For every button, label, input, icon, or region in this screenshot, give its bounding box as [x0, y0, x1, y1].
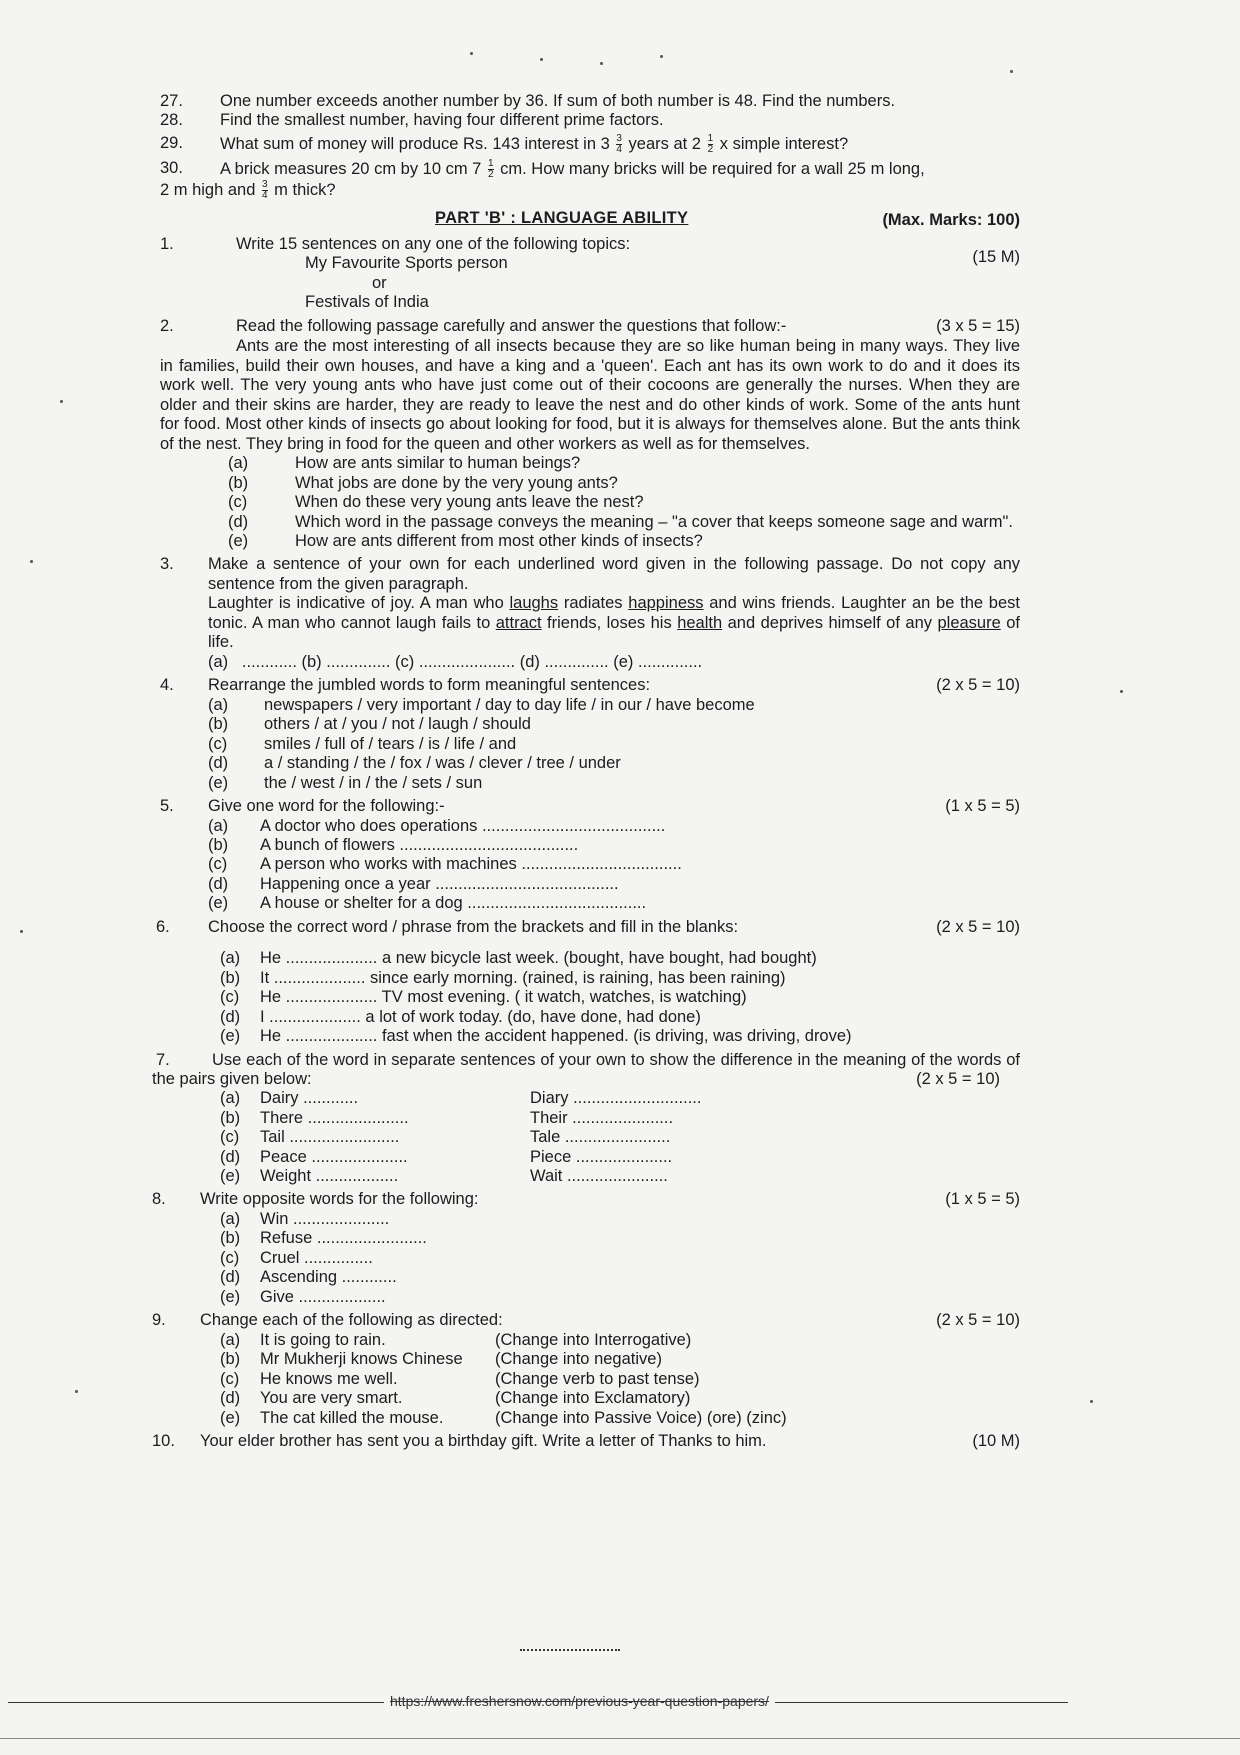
word-1: Peace ..................... [260, 1147, 408, 1166]
sub-label: (e) [228, 531, 249, 550]
fraction-denominator: 2 [707, 143, 714, 155]
topics [160, 248, 1020, 312]
question-instruction: Rearrange the jumbled words to form meaningful sentences: [208, 676, 651, 695]
question-3 [160, 555, 1020, 672]
word-2: Tale ....................... [530, 1128, 671, 1147]
sub-question [160, 474, 1020, 493]
question-text: One number exceeds another number by 36. If sum of both number is 48. Find the numbers. [220, 92, 896, 110]
sub-label: (c) [228, 493, 248, 512]
scan-speck [1120, 690, 1123, 693]
question-number: 29. [160, 133, 183, 152]
sub-question [160, 493, 1020, 512]
sub-text: A doctor who does operations ........................................ [260, 816, 666, 835]
sub-text: He .................... fast when the accident happened. (is driving, was driving, drove) [260, 1027, 852, 1046]
fraction [708, 134, 714, 155]
question-marks: (10 M) [972, 1432, 1020, 1451]
page-bottom-rule [0, 1738, 1240, 1739]
direction: (Change verb to past tense) [495, 1369, 700, 1388]
question-instruction: Choose the correct word / phrase from the brackets and fill in the blanks: [208, 917, 739, 936]
sentence: It is going to rain. [260, 1330, 386, 1349]
sub-label: (a) [208, 695, 229, 714]
scan-speck [20, 930, 23, 933]
word-1: Tail ........................ [260, 1128, 400, 1147]
transform-item [160, 1409, 1020, 1428]
question-number: 6. [156, 917, 170, 936]
question-text [200, 1311, 1020, 1330]
sub-label: (e) [220, 1287, 241, 1306]
sub-label: (c) [208, 855, 228, 874]
word-1: Weight .................. [260, 1166, 399, 1185]
sub-question [160, 988, 1020, 1007]
sub-question [160, 754, 1020, 773]
question-marks: (15 M) [972, 248, 1020, 267]
question-text: Make a sentence of your own for each underlined word given in the following passage. Do not copy any sentence from the given paragraph. [208, 555, 1020, 593]
sub-text: Win ..................... [260, 1209, 390, 1228]
question-marks: (2 x 5 = 10) [936, 1311, 1020, 1330]
sub-text: A bunch of flowers ....................................... [260, 836, 579, 854]
sub-label: (c) [220, 1128, 240, 1147]
question-text [220, 134, 1020, 155]
fraction-numerator: 1 [707, 132, 714, 144]
question-6 [156, 917, 1020, 1047]
sub-text: Ascending ............ [260, 1268, 397, 1287]
underlined-word: pleasure [937, 613, 1001, 632]
question-text [200, 1190, 1020, 1209]
question-27 [160, 92, 1020, 111]
sub-label: (b) [208, 836, 229, 854]
question-marks: (1 x 5 = 5) [945, 1190, 1020, 1209]
underlined-word: happiness [628, 594, 704, 613]
scan-speck [60, 400, 63, 403]
scan-speck [1010, 70, 1013, 73]
sub-text: the / west / in / the / sets / sun [264, 773, 483, 792]
part-b-heading [160, 209, 1020, 231]
sub-question [160, 836, 1020, 855]
sub-label: (e) [208, 773, 229, 792]
sub-label: (d) [220, 1268, 241, 1287]
direction: (Change into Passive Voice) (ore) (zinc) [495, 1408, 787, 1427]
transform-item [160, 1331, 1020, 1350]
sub-label: (a) [220, 1089, 241, 1108]
question-text [236, 235, 1020, 254]
question-instruction: Change each of the following as directed: [200, 1311, 503, 1330]
sub-text: A person who works with machines ................................... [260, 855, 682, 874]
scan-speck [75, 1390, 78, 1393]
text-fragment: friends, loses his [541, 613, 678, 632]
question-text-continued [160, 180, 1020, 201]
word-2: Diary ............................ [530, 1089, 702, 1108]
sub-label: (e) [220, 1166, 241, 1185]
question-instruction: Read the following passage carefully and answer the questions that follow:- [236, 316, 787, 335]
question-28 [160, 111, 1020, 130]
question-5 [160, 797, 1020, 914]
question-4 [160, 676, 1020, 793]
sub-question [160, 735, 1020, 754]
sentence: The cat killed the mouse. [260, 1408, 444, 1427]
text-fragment: Laughter is indicative of joy. A man who [208, 594, 510, 613]
word-1: There ...................... [260, 1108, 409, 1127]
sub-question [160, 715, 1020, 734]
sub-text: How are ants similar to human beings? [295, 454, 581, 473]
sub-label: (d) [220, 1007, 241, 1026]
scan-speck [600, 62, 603, 65]
direction: (Change into Exclamatory) [495, 1389, 691, 1408]
sub-text: It .................... since early morning. (rained, is raining, has been raining) [260, 968, 786, 987]
question-number: 3. [160, 555, 174, 574]
topic-1 [305, 248, 1020, 273]
scan-speck [660, 55, 663, 58]
question-number: 8. [152, 1190, 166, 1209]
word-pair [160, 1167, 1020, 1186]
question-29 [160, 134, 1020, 155]
scan-speck [1090, 1400, 1093, 1403]
sub-label: (c) [208, 734, 228, 753]
question-number: 28. [160, 111, 183, 130]
sub-text: a / standing / the / fox / was / clever / tree / under [264, 754, 621, 773]
transform-item [160, 1350, 1020, 1369]
sub-label: (d) [208, 874, 229, 893]
sub-text: He .................... TV most evening. ( it watch, watches, is watching) [260, 988, 747, 1007]
fraction [616, 134, 622, 155]
question-number: 2. [160, 316, 174, 335]
underlined-word: laughs [509, 594, 559, 613]
question-instruction: Write opposite words for the following: [200, 1190, 479, 1209]
fraction [488, 159, 494, 180]
question-number: 9. [152, 1311, 166, 1330]
question-text [208, 918, 1020, 937]
sub-label: (e) [208, 894, 229, 913]
sub-label: (d) [228, 512, 249, 531]
sub-text: newspapers / very important / day to day life / in our / have become [264, 695, 755, 714]
sub-label: (a) [220, 949, 241, 968]
sub-label: (a) [228, 454, 249, 473]
question-text [236, 317, 1020, 336]
text-fragment: What sum of money will produce Rs. 143 interest in 3 [220, 134, 610, 153]
sub-label: (c) [220, 1248, 240, 1267]
sub-text: How are ants different from most other kinds of insects? [295, 531, 703, 550]
text-fragment: of life. [208, 613, 1021, 652]
question-7 [152, 1050, 1020, 1187]
answer-blanks: (a) ............ (b) .............. (c) ..................... (d) .............. (e) .............. [208, 652, 703, 671]
scan-speck [30, 560, 33, 563]
sub-label: (a) [220, 1330, 241, 1349]
sub-label: (c) [220, 988, 240, 1007]
sub-question [160, 1268, 1020, 1287]
scan-speck [470, 52, 473, 55]
fraction-denominator: 2 [487, 168, 494, 180]
sub-question [160, 1249, 1020, 1268]
question-marks: (2 x 5 = 10) [936, 917, 1020, 936]
question-text: Use each of the word in separate sentences of your own to show the difference in the meaning of the words of the pairs given below: [152, 1050, 1020, 1089]
topic-text: My Favourite Sports person [305, 254, 508, 273]
text-fragment: m thick? [274, 180, 336, 199]
sub-label: (a) [208, 816, 229, 835]
part-title: PART 'B' : LANGUAGE ABILITY [435, 208, 689, 227]
sub-label: (b) [228, 473, 249, 492]
question-30 [160, 159, 1020, 201]
sub-question [160, 532, 1020, 551]
sub-question [160, 894, 1020, 913]
sub-question [160, 1210, 1020, 1229]
sub-text: smiles / full of / tears / is / life / and [264, 734, 517, 753]
word-pair [160, 1148, 1020, 1167]
max-marks: (Max. Marks: 100) [882, 210, 1020, 229]
text-fragment: cm. How many bricks will be required for a wall 25 m long, [500, 159, 925, 178]
word-2: Piece ..................... [530, 1147, 673, 1166]
text-fragment: A brick measures 20 cm by 10 cm 7 [220, 159, 482, 178]
question-number: 7. [156, 1050, 170, 1069]
footer-source-url[interactable]: https://www.freshersnow.com/previous-year-question-papers/ [384, 1693, 775, 1710]
question-marks: (3 x 5 = 15) [936, 316, 1020, 335]
question-text [220, 159, 1020, 180]
scan-speck [540, 58, 543, 61]
question-instruction: Write 15 sentences on any one of the following topics: [236, 234, 631, 253]
sub-question [160, 774, 1020, 793]
underline-passage [208, 594, 1020, 652]
fraction-numerator: 3 [616, 132, 622, 144]
sub-text: When do these very young ants leave the nest? [295, 493, 644, 512]
direction: (Change into negative) [495, 1350, 662, 1369]
sub-label: (d) [220, 1147, 241, 1166]
text-fragment: and deprives himself of any [722, 613, 938, 632]
text-fragment: radiates [558, 594, 629, 613]
fraction-denominator: 4 [616, 143, 622, 155]
fraction-denominator: 4 [262, 189, 268, 201]
sub-question [160, 855, 1020, 874]
text-fragment: x simple interest? [719, 134, 849, 153]
transform-item [160, 1389, 1020, 1408]
sentence: Mr Mukherji knows Chinese [260, 1350, 463, 1369]
fraction-numerator: 1 [487, 157, 494, 169]
sub-label: (a) [220, 1209, 241, 1228]
sub-question [160, 454, 1020, 473]
sub-question [160, 817, 1020, 836]
question-marks: (2 x 5 = 10) [916, 1069, 1000, 1088]
sentence: He knows me well. [260, 1369, 398, 1388]
question-number: 30. [160, 158, 183, 177]
topic-2: Festivals of India [305, 293, 429, 312]
word-2: Wait ...................... [530, 1166, 668, 1185]
sub-question [160, 696, 1020, 715]
sub-question [160, 1008, 1020, 1027]
sub-text: He .................... a new bicycle last week. (bought, have bought, had bought) [260, 949, 817, 968]
sub-question [160, 1027, 1020, 1046]
question-text [208, 797, 1020, 816]
transform-item [160, 1370, 1020, 1389]
sentence: You are very smart. [260, 1389, 403, 1408]
question-text [200, 1432, 1020, 1451]
sub-label: (d) [220, 1389, 241, 1408]
question-2 [160, 317, 1020, 552]
reading-passage: Ants are the most interesting of all insects because they are so like human being in many ways. They live in families, build their own houses, and have a king and a 'queen'. Each ant has its own work to do and it does its work well. The very young ants who have just come out of their cocoons are generally the nurses. When they are older and their skins are harder, they are ready to leave the nest and do other kinds of work. Some of the ants hunt for food. Most other kinds of insects go about looking for food, but it is always for themselves alone. But the ants think of the nest. They bring in food for the queen and other workers as well as for themselves. [160, 337, 1020, 453]
sub-label: (b) [220, 1229, 241, 1248]
question-number: 27. [160, 92, 183, 110]
question-number: 5. [160, 797, 174, 816]
topic-or: or [372, 273, 387, 292]
text-fragment: and wins friends. Laughter an be the best tonic. A man who cannot laugh fails to [208, 594, 1020, 632]
word-1: Dairy ............ [260, 1089, 359, 1108]
underlined-word: attract [495, 613, 542, 632]
sub-label: (e) [220, 1027, 241, 1046]
word-pair [160, 1128, 1020, 1147]
sub-text: Happening once a year ........................................ [260, 874, 619, 893]
sub-question [160, 1229, 1020, 1248]
sub-label: (b) [220, 1350, 241, 1369]
question-marks: (1 x 5 = 5) [945, 797, 1020, 816]
sub-text: Cruel ............... [260, 1248, 373, 1267]
fraction [262, 180, 268, 201]
question-instruction: Give one word for the following:- [208, 797, 445, 816]
question-text: Find the smallest number, having four different prime factors. [220, 111, 664, 130]
sub-label: (d) [208, 754, 229, 773]
sub-text: A house or shelter for a dog ....................................... [260, 894, 647, 913]
question-10 [152, 1432, 1020, 1451]
sub-text: What jobs are done by the very young ants? [295, 473, 618, 492]
sub-label: (b) [220, 968, 241, 987]
text-fragment: years at 2 [628, 134, 701, 153]
sub-text: Refuse ........................ [260, 1229, 427, 1248]
word-pair [160, 1089, 1020, 1108]
sub-text: Which word in the passage conveys the meaning – "a cover that keeps someone sage and warm". [295, 512, 1013, 531]
question-1 [160, 235, 1020, 313]
sub-question [160, 969, 1020, 988]
sub-text: others / at / you / not / laugh / should [264, 715, 531, 734]
end-of-paper-divider [520, 1649, 620, 1655]
question-number: 4. [160, 676, 174, 695]
fraction-numerator: 3 [262, 178, 268, 190]
sub-label: (e) [220, 1408, 241, 1427]
underlined-word: health [677, 613, 723, 632]
question-marks: (2 x 5 = 10) [936, 676, 1020, 695]
direction: (Change into Interrogative) [495, 1330, 692, 1349]
question-number: 10. [152, 1432, 175, 1451]
question-instruction: Your elder brother has sent you a birthday gift. Write a letter of Thanks to him. [200, 1432, 767, 1451]
sub-label: (b) [208, 715, 229, 734]
word-2: Their ...................... [530, 1108, 674, 1127]
question-8 [152, 1190, 1020, 1307]
sub-text: I .................... a lot of work today. (do, have done, had done) [260, 1007, 701, 1026]
question-number: 1. [160, 234, 174, 253]
word-pair [160, 1109, 1020, 1128]
question-text [208, 676, 1020, 695]
text-fragment: 2 m high and [160, 180, 256, 199]
paper-content [152, 92, 1021, 1452]
sub-question [160, 875, 1020, 894]
sub-label: (c) [220, 1369, 240, 1388]
question-9 [152, 1311, 1020, 1428]
sub-text: Give ................... [260, 1287, 386, 1306]
sub-label: (b) [220, 1108, 241, 1127]
sub-question [160, 949, 1020, 968]
sub-question [160, 1288, 1020, 1307]
sub-question [160, 513, 1020, 532]
